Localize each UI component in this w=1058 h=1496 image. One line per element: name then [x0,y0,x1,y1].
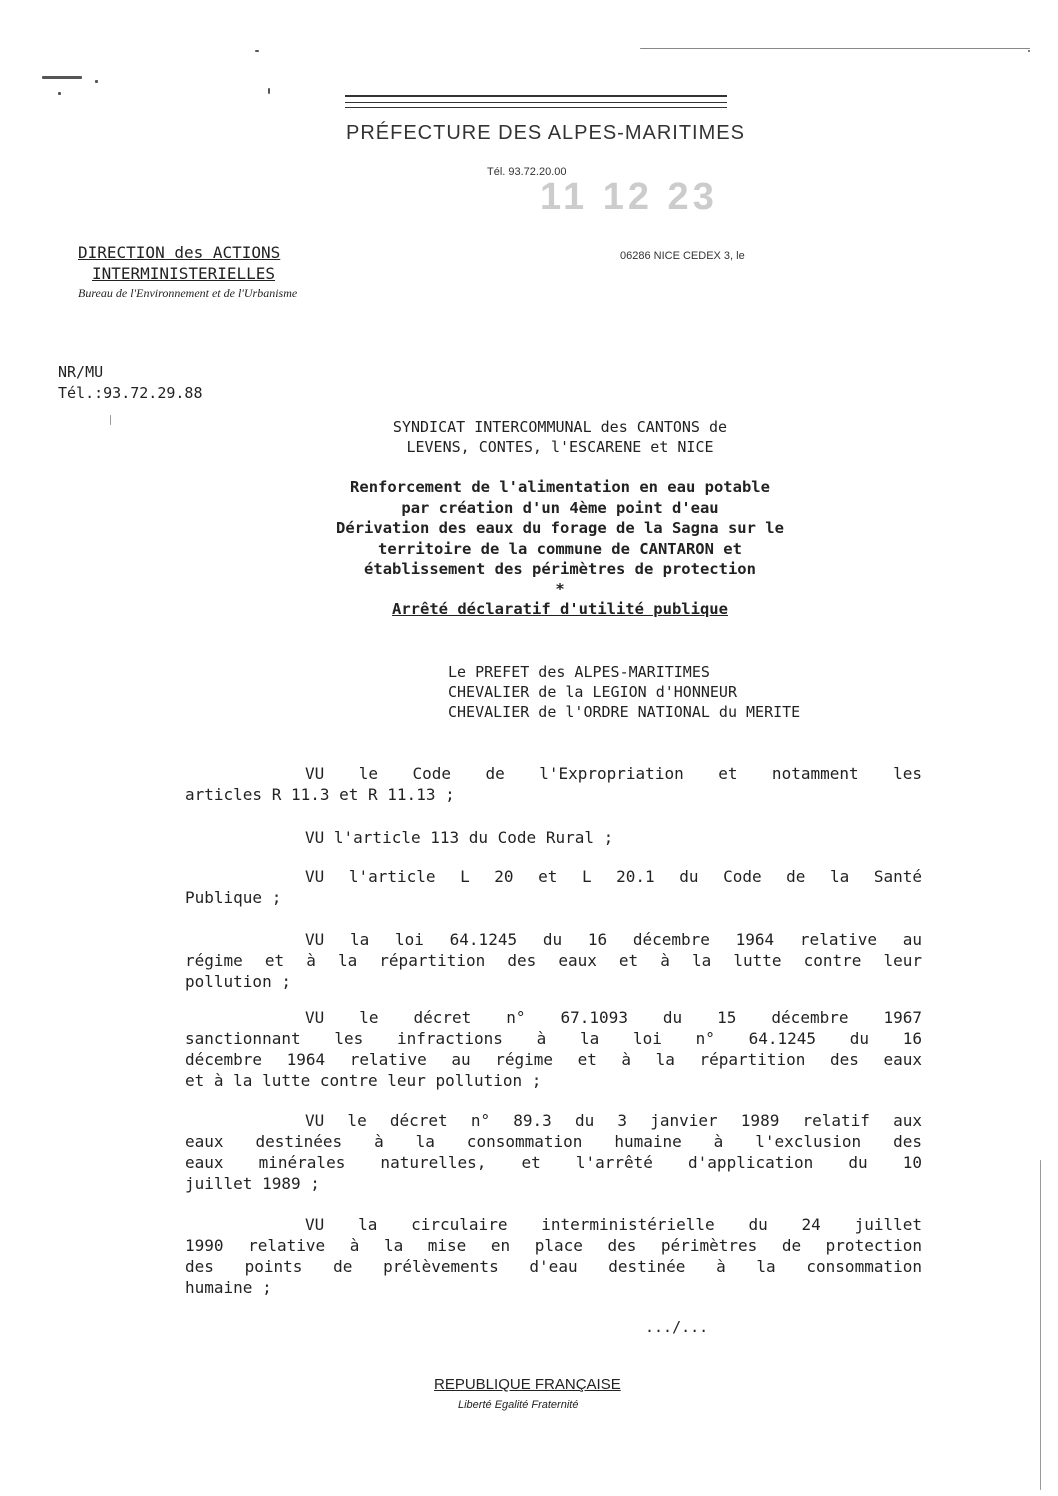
object-line: Renforcement de l'alimentation en eau potable [350,478,770,496]
page-continuation: .../... [645,1318,709,1336]
visa-line: VU le Code de l'Expropriation et notamment les [305,764,922,783]
scan-mark [640,48,1030,49]
visa-line: VU l'article 113 du Code Rural ; [305,828,614,847]
stamp-watermark: 11 12 23 [540,176,718,218]
visa-line: sanctionnant les infractions à la loi n° 64.1245 du 16 [185,1029,922,1048]
scan-mark [255,50,259,52]
header-rule [345,102,727,103]
visa-line: eaux minérales naturelles, et l'arrêté d'application du 10 [185,1153,922,1172]
object-separator: * [555,580,565,598]
prefet-line1: Le PREFET des ALPES-MARITIMES [448,663,710,681]
visa-line: 1990 relative à la mise en place des périmètres de protection [185,1236,922,1255]
visa-line: VU le décret n° 89.3 du 3 janvier 1989 relatif aux [305,1111,922,1130]
reference-initials: NR/MU [58,363,104,381]
scan-mark [110,415,111,425]
visa-line: humaine ; [185,1278,272,1297]
national-motto: Liberté Egalité Fraternité [458,1399,579,1411]
location-date: 06286 NICE CEDEX 3, le [620,250,745,262]
visa-line: VU l'article L 20 et L 20.1 du Code de la Santé [305,867,922,886]
prefecture-title: PRÉFECTURE DES ALPES-MARITIMES [346,122,745,144]
visa-paragraph [185,1214,922,1298]
scan-mark [1028,50,1030,52]
syndicat-line1: SYNDICAT INTERCOMMUNAL des CANTONS de [392,418,728,436]
syndicat-line2: LEVENS, CONTES, l'ESCARENE et NICE [406,438,714,456]
scan-mark [42,76,82,79]
prefet-line2: CHEVALIER de la LEGION d'HONNEUR [448,683,737,701]
direction-line2: INTERMINISTERIELLES [92,264,276,283]
visa-line: eaux destinées à la consommation humaine à l'exclusion des [185,1132,922,1151]
object-line: par création d'un 4ème point d'eau [401,499,719,517]
republique-francaise: REPUBLIQUE FRANÇAISE [434,1376,621,1393]
scan-mark [268,88,270,94]
visa-line: des points de prélèvements d'eau destinée à la consommation [185,1257,922,1276]
visa-line: pollution ; [185,972,291,991]
header-rule [345,95,727,97]
header-rule [345,107,727,108]
object-line: Dérivation des eaux du forage de la Sagna sur le [336,519,784,537]
direction-line1: DIRECTION des ACTIONS [78,243,281,262]
visa-paragraph [185,866,922,908]
visa-line: Publique ; [185,888,282,907]
visa-line: régime et à la répartition des eaux et à la lutte contre leur [185,951,922,970]
bureau-name: Bureau de l'Environnement et de l'Urbanisme [78,286,298,300]
visa-line: VU le décret n° 67.1093 du 15 décembre 1967 [305,1008,922,1027]
arrete-title: Arrêté déclaratif d'utilité publique [392,600,728,618]
object-line: établissement des périmètres de protection [364,560,756,578]
visa-paragraph [185,1110,922,1194]
visa-line: juillet 1989 ; [185,1174,320,1193]
object-line: territoire de la commune de CANTARON et [378,540,742,558]
visa-line: VU la circulaire interministérielle du 24 juillet [305,1215,922,1234]
visa-paragraph [185,763,922,805]
scan-mark [95,80,98,83]
scan-mark [58,92,61,95]
visa-paragraph [185,1007,922,1091]
prefecture-phone: Tél. 93.72.20.00 [487,166,567,178]
visa-line: décembre 1964 relative au régime et à la répartition des eaux [185,1050,922,1069]
prefet-line3: CHEVALIER de l'ORDRE NATIONAL du MERITE [448,703,801,721]
scan-mark [1040,1160,1041,1490]
visa-line: articles R 11.3 et R 11.13 ; [185,785,455,804]
visa-line: VU la loi 64.1245 du 16 décembre 1964 relative au [305,930,922,949]
visa-paragraph [185,929,922,992]
visa-line: et à la lutte contre leur pollution ; [185,1071,542,1090]
visa-paragraph [185,827,922,848]
reference-phone: Tél.:93.72.29.88 [58,384,203,402]
